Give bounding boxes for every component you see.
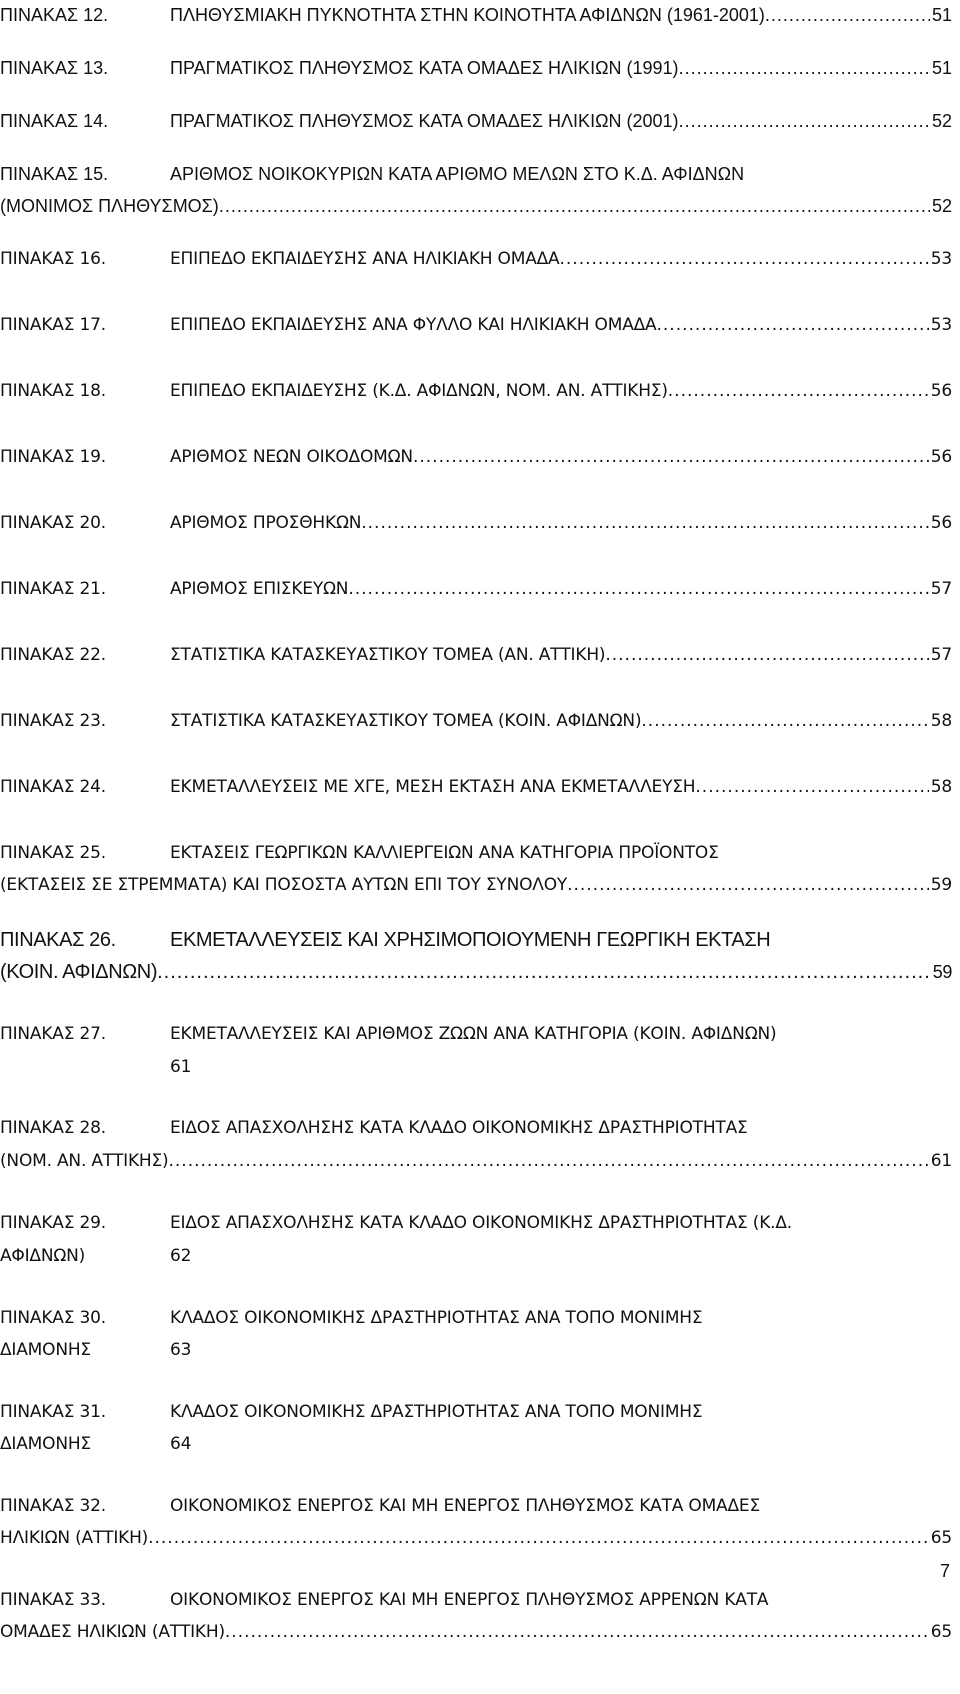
table-title: ΣΤΑΤΙΣΤΙΚΑ ΚΑΤΑΣΚΕΥΑΣΤΙΚΟΥ ΤΟΜΕΑ (ΑΝ. ΑΤΤΙΚΗ): [170, 645, 606, 665]
table-number: ΠΙΝΑΚΑΣ 28.: [0, 1118, 106, 1138]
table-title: ΠΡΑΓΜΑΤΙΚΟΣ ΠΛΗΘΥΣΜΟΣ ΚΑΤΑ ΟΜΑΔΕΣ ΗΛΙΚΙΩΝ (2001): [170, 111, 679, 131]
table-title-continued: (ΚΟΙΝ. ΑΦΙΔΝΩΝ): [0, 961, 158, 983]
table-number: ΠΙΝΑΚΑΣ 26.: [0, 929, 116, 951]
page-number: 63: [170, 1340, 192, 1360]
table-title-continued: ΟΜΑΔΕΣ ΗΛΙΚΙΩΝ (ΑΤΤΙΚΗ): [0, 1622, 225, 1642]
toc-entry-29-line2[interactable]: [0, 1243, 952, 1269]
toc-entry-19[interactable]: [0, 444, 952, 470]
page-number: 52: [931, 196, 952, 216]
page-number: 58: [930, 711, 952, 731]
toc-entry-25-line1[interactable]: [0, 840, 952, 866]
page-number: 53: [930, 249, 952, 269]
page-number: 52: [931, 111, 952, 131]
table-title-continued: ΗΛΙΚΙΩΝ (ΑΤΤΙΚΗ): [0, 1528, 149, 1548]
page-number: 57: [930, 645, 952, 665]
table-title: ΠΡΑΓΜΑΤΙΚΟΣ ΠΛΗΘΥΣΜΟΣ ΚΑΤΑ ΟΜΑΔΕΣ ΗΛΙΚΙΩΝ (1991): [170, 58, 679, 78]
table-title: ΑΡΙΘΜΟΣ ΝΕΩΝ ΟΙΚΟΔΟΜΩΝ: [170, 447, 413, 467]
toc-entry-27-line2[interactable]: [0, 1054, 952, 1080]
table-number: ΠΙΝΑΚΑΣ 23.: [0, 711, 106, 731]
table-number: ΠΙΝΑΚΑΣ 33.: [0, 1590, 106, 1610]
table-number: ΠΙΝΑΚΑΣ 21.: [0, 579, 106, 599]
dot-leader: [560, 246, 929, 272]
dot-leader: [225, 1619, 929, 1645]
table-title: ΕΙΔΟΣ ΑΠΑΣΧΟΛΗΣΗΣ ΚΑΤΑ ΚΛΑΔΟ ΟΙΚΟΝΟΜΙΚΗΣ ΔΡΑΣΤΗΡΙΟΤΗΤΑΣ: [170, 1118, 748, 1138]
dot-leader: [679, 55, 930, 81]
toc-entry-17[interactable]: [0, 312, 952, 338]
page-number: 56: [930, 447, 952, 467]
dot-leader: [668, 378, 929, 404]
toc-entry-22[interactable]: [0, 642, 952, 668]
dot-leader: [219, 193, 930, 219]
toc-entry-25-line2[interactable]: [0, 872, 952, 898]
toc-entry-33-line1[interactable]: [0, 1587, 952, 1613]
dot-leader: [695, 774, 928, 800]
table-title-continued: (ΝΟΜ. ΑΝ. ΑΤΤΙΚΗΣ): [0, 1151, 169, 1171]
table-title: ΚΛΑΔΟΣ ΟΙΚΟΝΟΜΙΚΗΣ ΔΡΑΣΤΗΡΙΟΤΗΤΑΣ ΑΝΑ ΤΟΠΟ ΜΟΝΙΜΗΣ: [170, 1308, 703, 1328]
dot-leader: [657, 312, 929, 338]
page-number: 51: [931, 5, 952, 25]
toc-entry-31-line2[interactable]: [0, 1431, 952, 1457]
dot-leader: [765, 2, 930, 28]
page-number: 56: [930, 381, 952, 401]
toc-entry-30-line2[interactable]: [0, 1337, 952, 1363]
table-number: ΠΙΝΑΚΑΣ 25.: [0, 843, 106, 863]
toc-entry-26-line1[interactable]: [0, 927, 952, 953]
toc-entry-33-line2[interactable]: [0, 1619, 952, 1645]
toc-entry-12[interactable]: [0, 2, 952, 28]
toc-entry-32-line1[interactable]: [0, 1493, 952, 1519]
table-title-continued: ΑΦΙΔΝΩΝ): [0, 1246, 86, 1266]
dot-leader: [679, 108, 930, 134]
dot-leader: [157, 959, 931, 985]
toc-entry-18[interactable]: [0, 378, 952, 404]
table-number: ΠΙΝΑΚΑΣ 30.: [0, 1308, 106, 1328]
toc-entry-28-line2[interactable]: [0, 1148, 952, 1174]
page-number: 57: [930, 579, 952, 599]
table-title: ΟΙΚΟΝΟΜΙΚΟΣ ΕΝΕΡΓΟΣ ΚΑΙ ΜΗ ΕΝΕΡΓΟΣ ΠΛΗΘΥΣΜΟΣ ΚΑΤΑ ΟΜΑΔΕΣ: [170, 1496, 761, 1516]
table-title: ΕΚΜΕΤΑΛΛΕΥΣΕΙΣ ΜΕ ΧΓΕ, ΜΕΣΗ ΕΚΤΑΣΗ ΑΝΑ ΕΚΜΕΤΑΛΛΕΥΣΗ: [170, 777, 696, 797]
dot-leader: [567, 872, 929, 898]
toc-entry-14[interactable]: [0, 108, 952, 134]
table-title: ΠΛΗΘΥΣΜΙΑΚΗ ΠΥΚΝΟΤΗΤΑ ΣΤΗΝ ΚΟΙΝΟΤΗΤΑ ΑΦΙΔΝΩΝ (1961-2001): [170, 5, 765, 25]
toc-entry-13[interactable]: [0, 55, 952, 81]
table-number: ΠΙΝΑΚΑΣ 20.: [0, 513, 106, 533]
table-number: ΠΙΝΑΚΑΣ 18.: [0, 381, 106, 401]
table-title: ΑΡΙΘΜΟΣ ΝΟΙΚΟΚΥΡΙΩΝ ΚΑΤΑ ΑΡΙΘΜΟ ΜΕΛΩΝ ΣΤΟ Κ.Δ. ΑΦΙΔΝΩΝ: [170, 164, 745, 184]
table-number: ΠΙΝΑΚΑΣ 31.: [0, 1402, 106, 1422]
toc-entry-23[interactable]: [0, 708, 952, 734]
toc-entry-29-line1[interactable]: [0, 1210, 952, 1236]
page-number: 56: [930, 513, 952, 533]
table-number: ΠΙΝΑΚΑΣ 27.: [0, 1024, 106, 1044]
table-number: ΠΙΝΑΚΑΣ 12.: [0, 5, 109, 25]
toc-entry-31-line1[interactable]: [0, 1399, 952, 1425]
table-title: ΑΡΙΘΜΟΣ ΕΠΙΣΚΕΥΩΝ: [170, 579, 349, 599]
page-number: 64: [170, 1434, 192, 1454]
table-title: ΕΚΜΕΤΑΛΛΕΥΣΕΙΣ ΚΑΙ ΧΡΗΣΙΜΟΠΟΙΟΥΜΕΝΗ ΓΕΩΡΓΙΚΗ ΕΚΤΑΣΗ: [170, 929, 771, 951]
dot-leader: [148, 1525, 929, 1551]
toc-entry-21[interactable]: [0, 576, 952, 602]
table-number: ΠΙΝΑΚΑΣ 15.: [0, 164, 109, 184]
table-title: ΕΠΙΠΕΔΟ ΕΚΠΑΙΔΕΥΣΗΣ (Κ.Δ. ΑΦΙΔΝΩΝ, ΝΟΜ. ΑΝ. ΑΤΤΙΚΗΣ): [170, 381, 668, 401]
table-number: ΠΙΝΑΚΑΣ 14.: [0, 111, 109, 131]
footer-page-number: 7: [939, 1561, 950, 1581]
toc-entry-20[interactable]: [0, 510, 952, 536]
page-number: 53: [930, 315, 952, 335]
page-number: 65: [930, 1528, 952, 1548]
toc-entry-26-line2[interactable]: [0, 959, 952, 985]
page-number: 58: [930, 777, 952, 797]
table-title-continued: ΔΙΑΜΟΝΗΣ: [0, 1340, 91, 1360]
dot-leader: [413, 444, 929, 470]
table-number: ΠΙΝΑΚΑΣ 13.: [0, 58, 109, 78]
table-title: ΕΙΔΟΣ ΑΠΑΣΧΟΛΗΣΗΣ ΚΑΤΑ ΚΛΑΔΟ ΟΙΚΟΝΟΜΙΚΗΣ ΔΡΑΣΤΗΡΙΟΤΗΤΑΣ (Κ.Δ.: [170, 1213, 793, 1233]
toc-entry-16[interactable]: [0, 246, 952, 272]
page-number: 59: [930, 875, 952, 895]
table-title: ΕΠΙΠΕΔΟ ΕΚΠΑΙΔΕΥΣΗΣ ΑΝΑ ΗΛΙΚΙΑΚΗ ΟΜΑΔΑ: [170, 249, 560, 269]
table-title-continued: (ΕΚΤΑΣΕΙΣ ΣΕ ΣΤΡΕΜΜΑΤΑ) ΚΑΙ ΠΟΣΟΣΤΑ ΑΥΤΩΝ ΕΠΙ ΤΟΥ ΣΥΝΟΛΟΥ: [0, 875, 568, 895]
dot-leader: [641, 708, 928, 734]
page-number: 61: [170, 1057, 192, 1077]
page-number: 62: [170, 1246, 192, 1266]
table-title: ΚΛΑΔΟΣ ΟΙΚΟΝΟΜΙΚΗΣ ΔΡΑΣΤΗΡΙΟΤΗΤΑΣ ΑΝΑ ΤΟΠΟ ΜΟΝΙΜΗΣ: [170, 1402, 703, 1422]
page-number: 59: [932, 962, 952, 982]
table-number: ΠΙΝΑΚΑΣ 24.: [0, 777, 106, 797]
table-title: ΣΤΑΤΙΣΤΙΚΑ ΚΑΤΑΣΚΕΥΑΣΤΙΚΟΥ ΤΟΜΕΑ (ΚΟΙΝ. ΑΦΙΔΝΩΝ): [170, 711, 642, 731]
table-number: ΠΙΝΑΚΑΣ 22.: [0, 645, 106, 665]
dot-leader: [168, 1148, 928, 1174]
table-title: ΕΚΜΕΤΑΛΛΕΥΣΕΙΣ ΚΑΙ ΑΡΙΘΜΟΣ ΖΩΩΝ ΑΝΑ ΚΑΤΗΓΟΡΙΑ (ΚΟΙΝ. ΑΦΙΔΝΩΝ): [170, 1024, 777, 1044]
table-title: ΕΠΙΠΕΔΟ ΕΚΠΑΙΔΕΥΣΗΣ ΑΝΑ ΦΥΛΛΟ ΚΑΙ ΗΛΙΚΙΑΚΗ ΟΜΑΔΑ: [170, 315, 657, 335]
toc-entry-32-line2[interactable]: [0, 1525, 952, 1551]
page-number: 61: [930, 1151, 952, 1171]
page-number: 51: [931, 58, 952, 78]
table-number: ΠΙΝΑΚΑΣ 29.: [0, 1213, 106, 1233]
toc-entry-15-line1[interactable]: [0, 161, 952, 187]
table-number: ΠΙΝΑΚΑΣ 16.: [0, 249, 106, 269]
toc-entry-27-line1[interactable]: [0, 1021, 952, 1047]
table-number: ΠΙΝΑΚΑΣ 32.: [0, 1496, 106, 1516]
toc-entry-15-line2[interactable]: [0, 193, 952, 219]
page-number: 65: [930, 1622, 952, 1642]
dot-leader: [605, 642, 928, 668]
table-title-continued: ΔΙΑΜΟΝΗΣ: [0, 1434, 91, 1454]
table-number: ΠΙΝΑΚΑΣ 19.: [0, 447, 106, 467]
dot-leader: [348, 576, 928, 602]
table-number: ΠΙΝΑΚΑΣ 17.: [0, 315, 106, 335]
toc-entry-24[interactable]: [0, 774, 952, 800]
table-title: ΕΚΤΑΣΕΙΣ ΓΕΩΡΓΙΚΩΝ ΚΑΛΛΙΕΡΓΕΙΩΝ ΑΝΑ ΚΑΤΗΓΟΡΙΑ ΠΡΟΪΟΝΤΟΣ: [170, 843, 719, 863]
table-title: ΑΡΙΘΜΟΣ ΠΡΟΣΘΗΚΩΝ: [170, 513, 362, 533]
table-title-continued: (ΜΟΝΙΜΟΣ ΠΛΗΘΥΣΜΟΣ): [0, 196, 219, 216]
toc-entry-30-line1[interactable]: [0, 1305, 952, 1331]
dot-leader: [361, 510, 929, 536]
table-title: ΟΙΚΟΝΟΜΙΚΟΣ ΕΝΕΡΓΟΣ ΚΑΙ ΜΗ ΕΝΕΡΓΟΣ ΠΛΗΘΥΣΜΟΣ ΑΡΡΕΝΩΝ ΚΑΤΑ: [170, 1590, 769, 1610]
toc-entry-28-line1[interactable]: [0, 1115, 952, 1141]
